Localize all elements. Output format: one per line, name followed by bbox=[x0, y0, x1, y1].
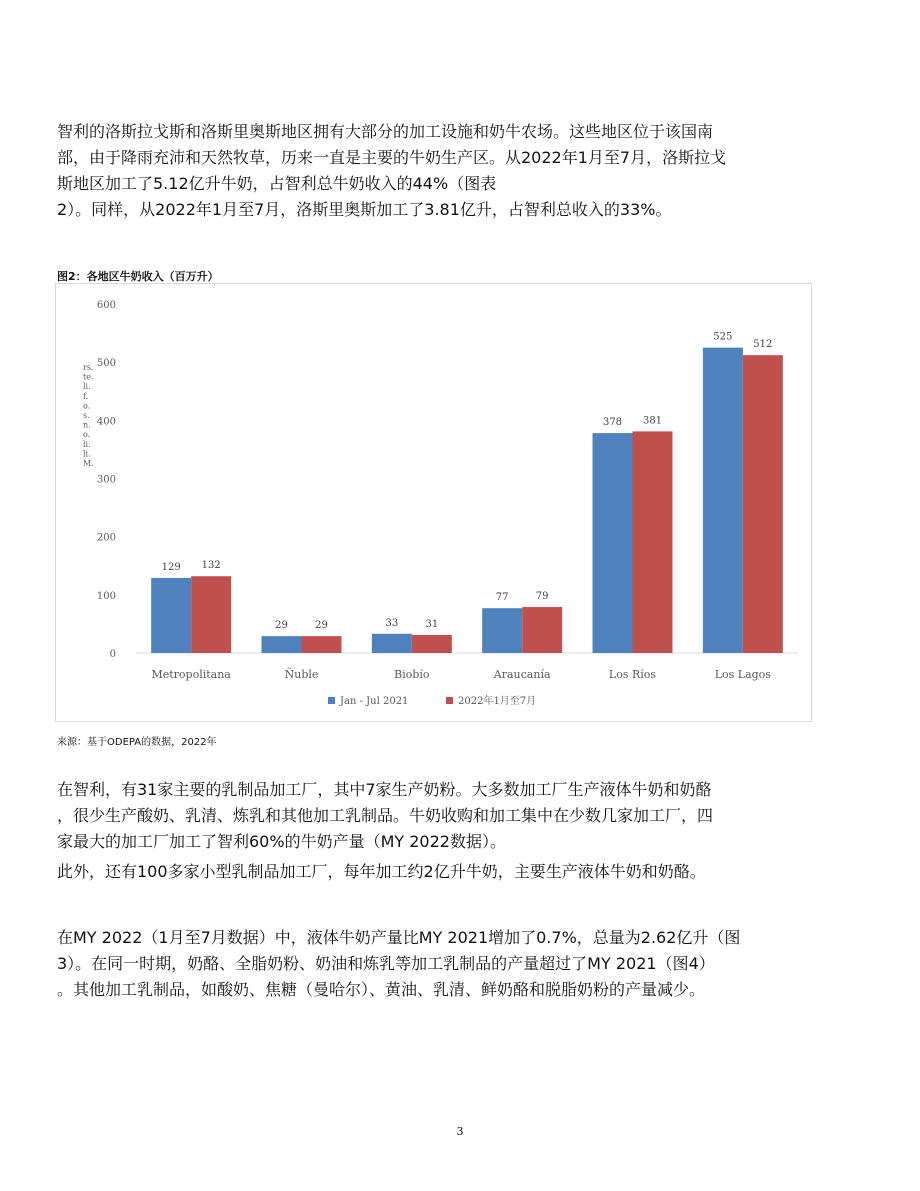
bar-series-2021 bbox=[703, 348, 743, 653]
text-line: 2）。同样，从2022年1月至7月，洛斯里奥斯加工了3.81亿升，占智利总收入的33%。 bbox=[57, 200, 672, 219]
x-category-label: Los Lagos bbox=[714, 668, 771, 681]
data-label: 381 bbox=[642, 415, 663, 427]
y-axis-label-char: o. bbox=[83, 430, 91, 440]
y-tick-label: 200 bbox=[96, 532, 116, 544]
x-category-label: Metropolitana bbox=[151, 668, 231, 681]
y-axis-label-char: o. bbox=[83, 401, 91, 411]
bar-series-2021 bbox=[262, 636, 302, 653]
text-line: 3）。在同一时期，奶酪、全脂奶粉、奶油和炼乳等加工乳制品的产量超过了MY 2021（图4） bbox=[57, 954, 715, 973]
bar-series-2022 bbox=[743, 355, 783, 653]
chart-frame bbox=[55, 283, 812, 722]
figure-source: 来源：基于ODEPA的数据，2022年 bbox=[57, 737, 217, 748]
text-line: ，很少生产酸奶、乳清、炼乳和其他加工乳制品。牛奶收购和加工集中在少数几家加工厂，四 bbox=[57, 806, 714, 825]
bar-series-2022 bbox=[191, 576, 231, 653]
page-number: 3 bbox=[456, 1125, 464, 1138]
data-label: 79 bbox=[535, 591, 549, 603]
data-label: 525 bbox=[713, 331, 733, 343]
y-axis-label-char: n. bbox=[83, 420, 91, 430]
data-label: 129 bbox=[161, 561, 181, 573]
paragraph-production-trends bbox=[57, 925, 817, 1003]
bar-series-2021 bbox=[372, 634, 412, 653]
bar-series-2022 bbox=[302, 636, 342, 653]
y-axis-label-char: f. bbox=[83, 391, 89, 401]
data-label: 29 bbox=[315, 620, 328, 632]
data-label: 29 bbox=[275, 620, 288, 632]
x-category-label: Los Ríos bbox=[608, 668, 657, 681]
y-axis-label-char: rs. bbox=[83, 363, 94, 372]
data-label: 512 bbox=[753, 339, 773, 351]
paragraph-small-processors bbox=[57, 859, 817, 885]
text-line: 在MY 2022（1月至7月数据）中，液体牛奶产量比MY 2021增加了0.7%，总量为2.62亿升（图 bbox=[57, 928, 741, 947]
text-line: 斯地区加工了5.12亿升牛奶，占智利总牛奶收入的44%（图表 bbox=[57, 174, 497, 193]
text-line: 。其他加工乳制品，如酸奶、焦糖（曼哈尔）、黄油、乳清、鲜奶酪和脱脂奶粉的产量减少。 bbox=[57, 980, 706, 999]
text-line: 部，由于降雨充沛和天然牧草，历来一直是主要的牛奶生产区。从2022年1月至7月，洛斯拉戈 bbox=[57, 148, 727, 167]
y-tick-label: 500 bbox=[96, 358, 116, 370]
text-line: 此外，还有100多家小型乳制品加工厂，每年加工约2亿升牛奶，主要生产液体牛奶和奶酪。 bbox=[57, 862, 706, 881]
data-label: 33 bbox=[385, 617, 399, 629]
data-label: 31 bbox=[425, 618, 439, 630]
y-tick-label: 300 bbox=[96, 474, 116, 486]
text-line: 智利的洛斯拉戈斯和洛斯里奥斯地区拥有大部分的加工设施和奶牛农场。这些地区位于该国南 bbox=[57, 122, 714, 141]
milk-intake-bar-chart bbox=[56, 284, 813, 723]
text-line: 在智利，有31家主要的乳制品加工厂，其中7家生产奶粉。大多数加工厂生产液体牛奶和奶酪 bbox=[57, 780, 712, 799]
y-tick-label: 0 bbox=[109, 649, 116, 660]
x-category-label: Ñuble bbox=[284, 668, 319, 681]
figure-title: 图2：各地区牛奶收入（百万升） bbox=[57, 270, 219, 283]
legend-label: 2022年1月至7月 bbox=[458, 696, 537, 707]
text-line: 家最大的加工厂加工了智利60%的牛奶产量（MY 2022数据）。 bbox=[57, 832, 506, 851]
y-axis-label-char: s. bbox=[83, 411, 90, 420]
paragraph-processors bbox=[57, 777, 817, 855]
legend-label: Jan - Jul 2021 bbox=[340, 696, 409, 707]
data-label: 77 bbox=[495, 592, 509, 604]
paragraph-regional-processing bbox=[57, 119, 817, 223]
y-tick-label: 100 bbox=[96, 590, 116, 602]
legend-swatch bbox=[446, 697, 453, 704]
y-axis-label-char: li. bbox=[83, 439, 91, 449]
y-axis-label-char: M. bbox=[83, 459, 94, 468]
x-category-label: Araucanía bbox=[493, 668, 551, 681]
y-tick-label: 600 bbox=[96, 300, 116, 311]
y-axis-label-char: te. bbox=[83, 372, 94, 382]
x-category-label: Biobío bbox=[394, 668, 430, 681]
bar-series-2021 bbox=[151, 578, 191, 653]
y-axis-label-char: li. bbox=[83, 382, 91, 392]
bar-series-2021 bbox=[482, 608, 522, 653]
bar-series-2022 bbox=[633, 431, 673, 653]
legend-swatch bbox=[328, 697, 335, 704]
bar-series-2022 bbox=[412, 635, 452, 653]
y-axis-label-char: li. bbox=[83, 449, 91, 459]
bar-series-2021 bbox=[593, 433, 633, 653]
bar-series-2022 bbox=[522, 607, 562, 653]
y-tick-label: 400 bbox=[96, 416, 116, 428]
data-label: 378 bbox=[602, 417, 623, 429]
data-label: 132 bbox=[201, 560, 221, 572]
